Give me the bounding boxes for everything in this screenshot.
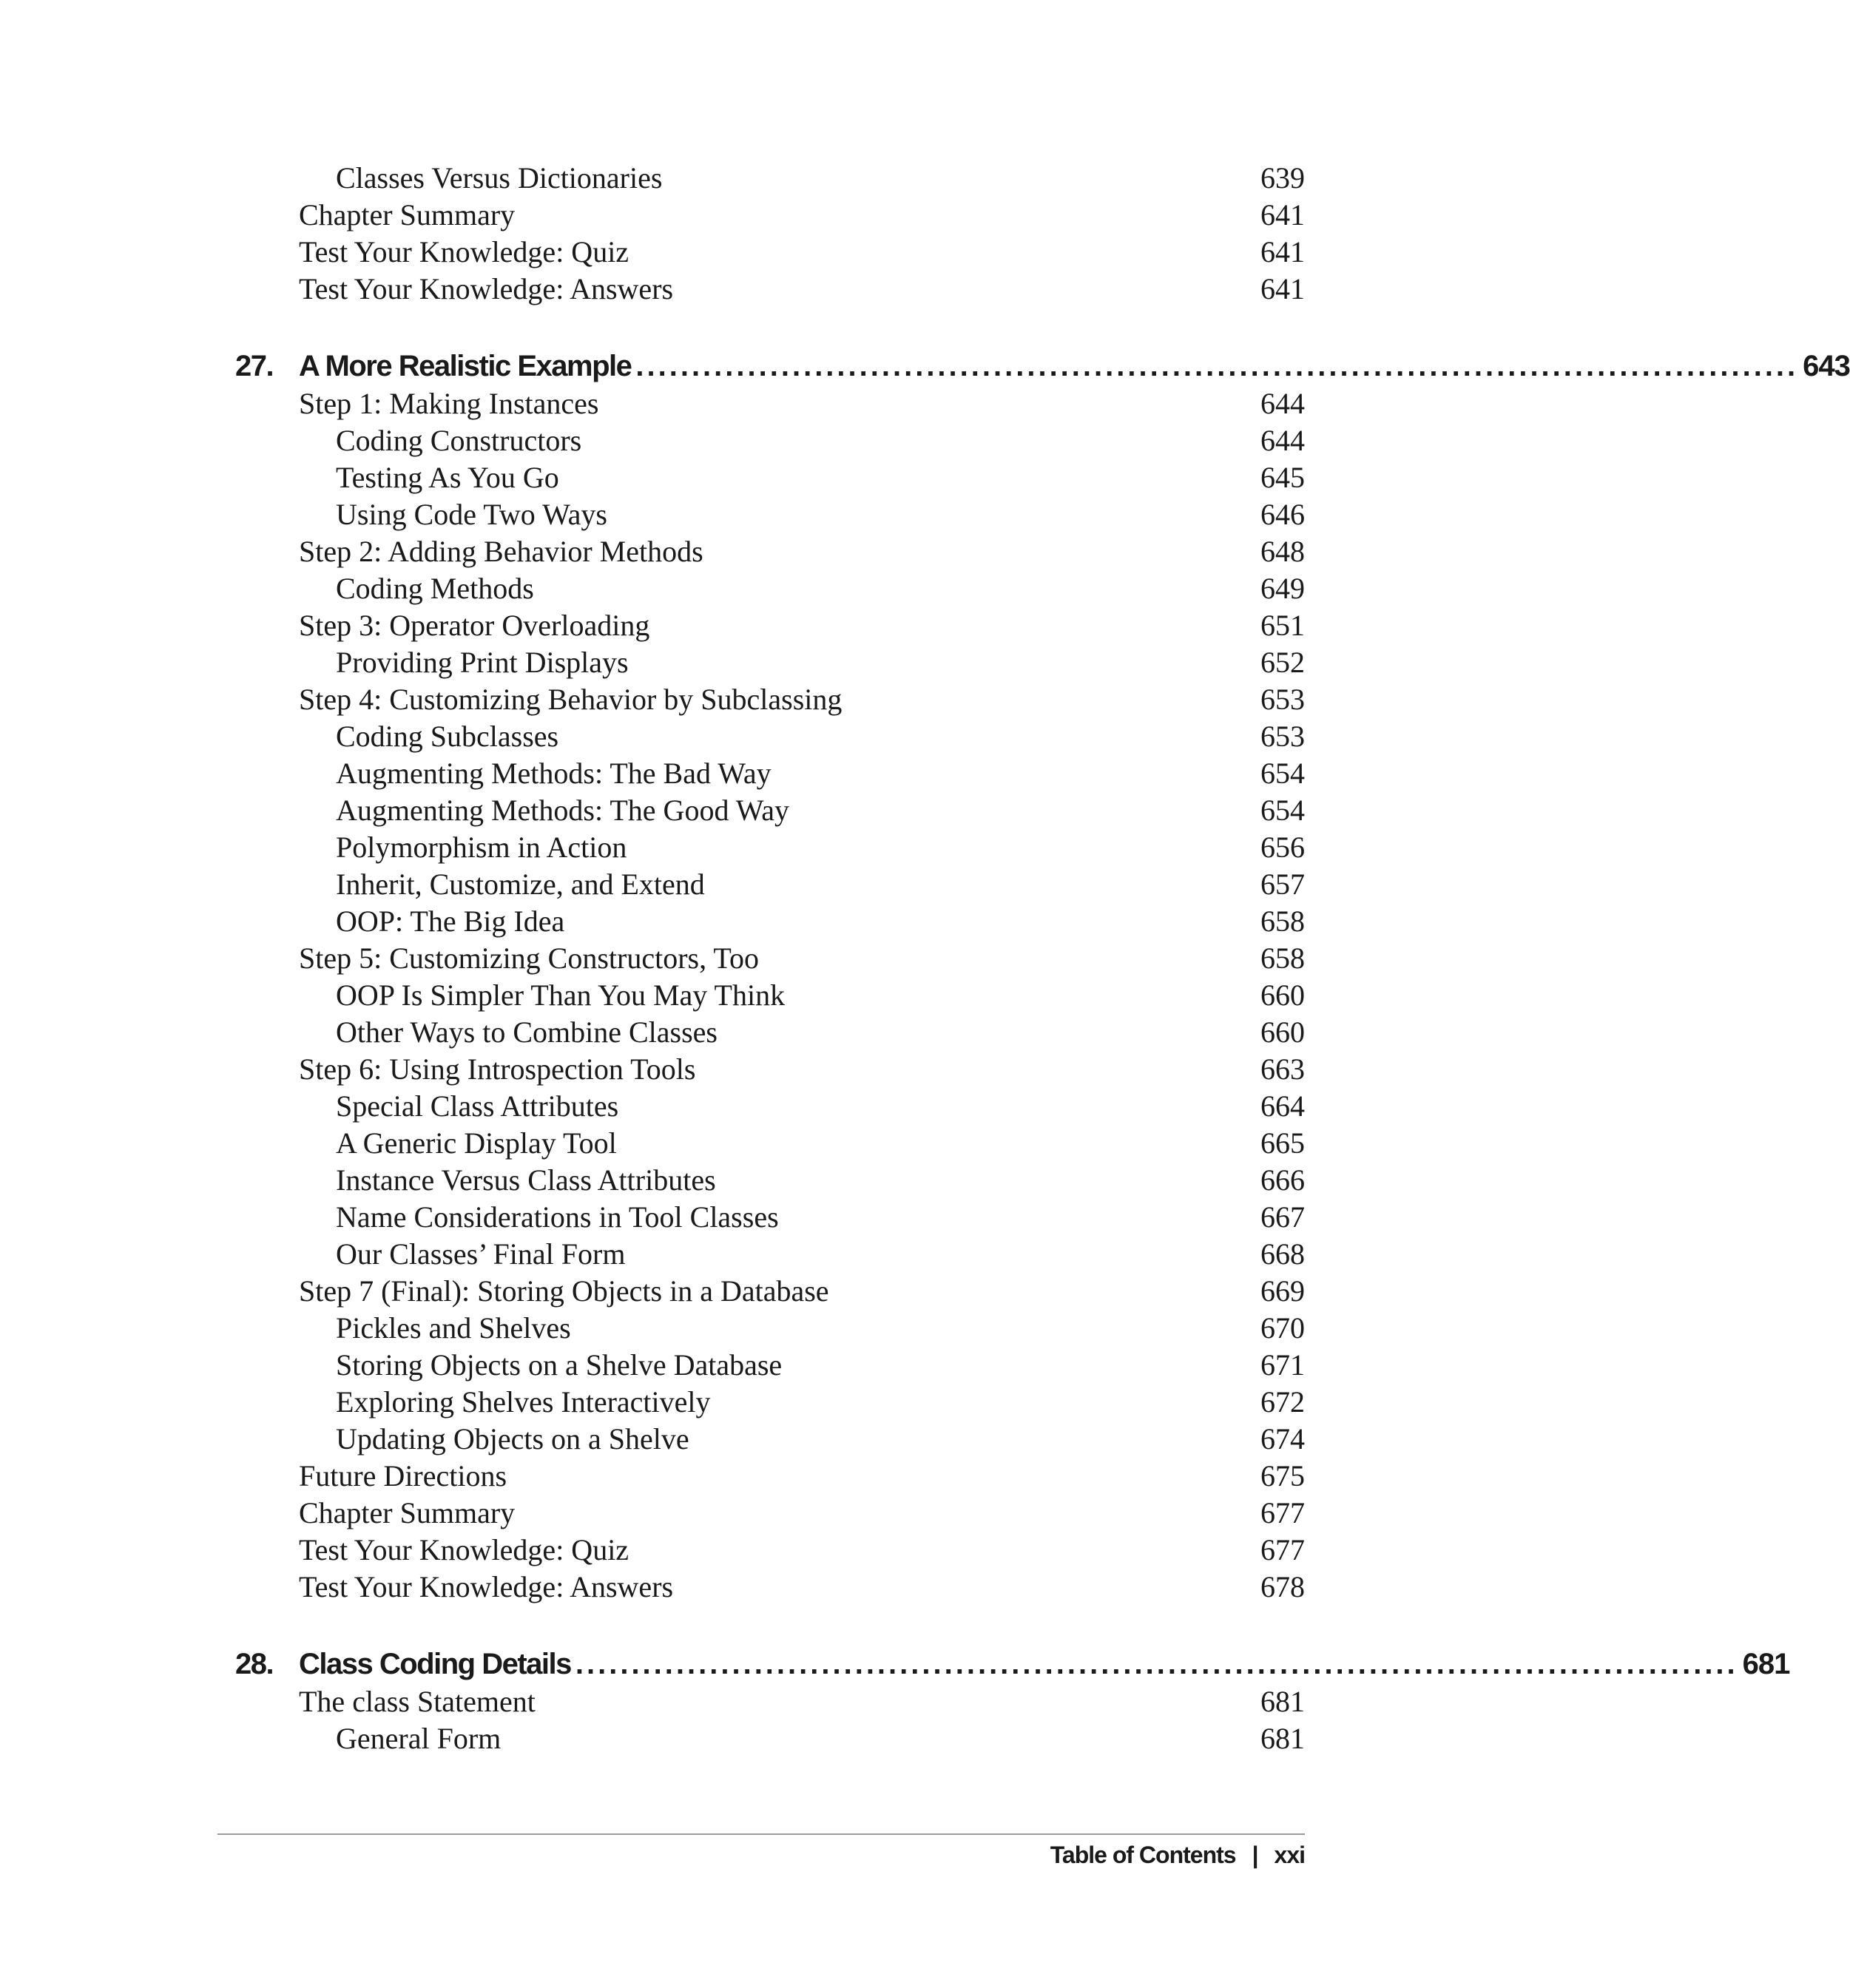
toc-entry-title: Coding Constructors: [336, 424, 582, 457]
toc-entry[interactable]: [235, 1495, 1305, 1532]
toc-entry-page-number: 668: [1260, 1237, 1305, 1271]
toc-entry-title: Step 5: Customizing Constructors, Too: [299, 941, 760, 975]
toc-entry-page-number: 644: [1260, 387, 1305, 420]
toc-entry-page-number: 664: [1260, 1089, 1305, 1123]
toc-entry-page-number: 658: [1260, 905, 1305, 938]
toc-entry-page-number: 660: [1260, 1015, 1305, 1049]
chapter-27-heading[interactable]: [235, 347, 1850, 385]
toc-entry-title: Storing Objects on a Shelve Database: [336, 1348, 783, 1382]
toc-entry-page-number: 645: [1260, 461, 1305, 494]
toc-entry[interactable]: [235, 1720, 1305, 1757]
toc-entry-page-number: 654: [1260, 794, 1305, 827]
toc-entry-page-number: 653: [1260, 720, 1305, 753]
toc-entry[interactable]: [235, 1014, 1305, 1051]
toc-entry-page-number: 641: [1260, 235, 1305, 268]
toc-entry-title: Step 3: Operator Overloading: [299, 609, 650, 642]
toc-entry-page-number: 665: [1260, 1126, 1305, 1160]
toc-entry[interactable]: [235, 866, 1305, 903]
toc-entry-title: Pickles and Shelves: [336, 1311, 571, 1345]
toc-entry[interactable]: [235, 1458, 1305, 1495]
toc-entry-title: Providing Print Displays: [336, 646, 629, 679]
toc-entry-title: Coding Methods: [336, 572, 534, 605]
toc-entry-page-number: 675: [1260, 1459, 1305, 1492]
toc-entry[interactable]: [235, 940, 1305, 977]
toc-entry-title: Test Your Knowledge: Answers: [299, 1570, 674, 1603]
page-footer: [1050, 1842, 1305, 1869]
toc-entry[interactable]: [235, 1273, 1305, 1310]
toc-entry-title: Future Directions: [299, 1459, 507, 1492]
toc-entry[interactable]: [235, 681, 1305, 718]
toc-entry-title: Step 7 (Final): Storing Objects in a Database: [299, 1274, 829, 1308]
toc-entry[interactable]: [235, 1051, 1305, 1088]
toc-entry-title: OOP: The Big Idea: [336, 905, 565, 938]
chapter-number: 28.: [235, 1648, 274, 1680]
toc-entry-page-number: 681: [1260, 1685, 1305, 1718]
chapter-page-number: 681: [1742, 1648, 1790, 1680]
toc-entry[interactable]: [235, 271, 1305, 308]
footer-page-number: xxi: [1274, 1842, 1305, 1868]
toc-entry[interactable]: [235, 1088, 1305, 1125]
toc-entry[interactable]: [235, 755, 1305, 792]
toc-entry-title: Our Classes’ Final Form: [336, 1237, 626, 1271]
toc-entry-title: Exploring Shelves Interactively: [336, 1385, 711, 1419]
toc-entry-title: The class Statement: [299, 1685, 536, 1718]
toc-entry[interactable]: [235, 1384, 1305, 1421]
chapter-28-entries: [235, 1683, 1305, 1757]
footer-separator: |: [1252, 1842, 1258, 1868]
toc-entry-title: Step 2: Adding Behavior Methods: [299, 535, 703, 568]
toc-entry-page-number: 674: [1260, 1422, 1305, 1456]
toc-entry-title: Using Code Two Ways: [336, 498, 607, 531]
toc-entry[interactable]: [235, 385, 1305, 422]
toc-entry-title: Instance Versus Class Attributes: [336, 1163, 716, 1197]
toc-entry-title: Augmenting Methods: The Good Way: [336, 794, 790, 827]
toc-entry-title: Step 4: Customizing Behavior by Subclassing: [299, 683, 843, 716]
chapter-number: 27.: [235, 350, 274, 382]
toc-entry-page-number: 671: [1260, 1348, 1305, 1382]
toc-entry-title: General Form: [336, 1722, 502, 1755]
toc-entry-page-number: 670: [1260, 1311, 1305, 1345]
toc-entry[interactable]: [235, 1421, 1305, 1458]
toc-entry[interactable]: [235, 234, 1305, 271]
toc-entry-title: OOP Is Simpler Than You May Think: [336, 978, 786, 1012]
toc-entry-title: Step 6: Using Introspection Tools: [299, 1052, 696, 1086]
toc-entry-title: Testing As You Go: [336, 461, 559, 494]
toc-entry[interactable]: [235, 1683, 1305, 1720]
toc-entry-title: Classes Versus Dictionaries: [336, 161, 663, 195]
footer-section-label: Table of Contents: [1050, 1842, 1236, 1868]
toc-entry[interactable]: [235, 1125, 1305, 1162]
toc-entry[interactable]: [235, 1310, 1305, 1347]
toc-entry-title: Step 1: Making Instances: [299, 387, 599, 420]
toc-entry-page-number: 653: [1260, 683, 1305, 716]
toc-entry-page-number: 654: [1260, 757, 1305, 790]
chapter-title: A More Realistic Example: [299, 350, 632, 382]
toc-entry-page-number: 677: [1260, 1496, 1305, 1529]
toc-entry-title: A Generic Display Tool: [336, 1126, 617, 1160]
toc-entry-page-number: 644: [1260, 424, 1305, 457]
toc-entry[interactable]: [235, 160, 1305, 197]
toc-entry-page-number: 678: [1260, 1570, 1305, 1603]
footer-divider: [217, 1833, 1305, 1835]
toc-entry-title: Chapter Summary: [299, 198, 516, 231]
toc-entry[interactable]: [235, 1347, 1305, 1384]
toc-entry-title: Polymorphism in Action: [336, 831, 627, 864]
toc-entry-page-number: 666: [1260, 1163, 1305, 1197]
toc-entry-title: Augmenting Methods: The Bad Way: [336, 757, 772, 790]
toc-entry[interactable]: [235, 496, 1305, 533]
toc-entry[interactable]: [235, 422, 1305, 459]
toc-entry[interactable]: [235, 1162, 1305, 1199]
toc-entry[interactable]: [235, 1532, 1305, 1569]
toc-entry-title: Updating Objects on a Shelve: [336, 1422, 689, 1456]
toc-entry-title: Test Your Knowledge: Quiz: [299, 235, 629, 268]
toc-entry[interactable]: [235, 718, 1305, 755]
toc-entry-page-number: 641: [1260, 272, 1305, 305]
toc-entry[interactable]: [235, 829, 1305, 866]
toc-entry-page-number: 651: [1260, 609, 1305, 642]
toc-entry-page-number: 652: [1260, 646, 1305, 679]
toc-entry-page-number: 663: [1260, 1052, 1305, 1086]
toc-entry[interactable]: [235, 570, 1305, 607]
dot-leader: ........................................................................................................: [575, 1648, 1738, 1680]
toc-entry-page-number: 656: [1260, 831, 1305, 864]
toc-entry-title: Inherit, Customize, and Extend: [336, 868, 705, 901]
toc-entry[interactable]: [235, 1569, 1305, 1606]
toc-entry[interactable]: [235, 644, 1305, 681]
toc-entry-title: Name Considerations in Tool Classes: [336, 1200, 779, 1234]
chapter-page-number: 643: [1803, 350, 1850, 382]
toc-entry[interactable]: [235, 792, 1305, 829]
toc-entry-page-number: 648: [1260, 535, 1305, 568]
toc-entry-title: Coding Subclasses: [336, 720, 559, 753]
toc-entry-page-number: 669: [1260, 1274, 1305, 1308]
chapter-27-entries: [235, 385, 1305, 1606]
dot-leader: ........................................................................................................: [635, 350, 1799, 382]
toc-entry-page-number: 649: [1260, 572, 1305, 605]
toc-intro-entries: [235, 160, 1305, 308]
toc-entry[interactable]: [235, 1236, 1305, 1273]
toc-entry-page-number: 667: [1260, 1200, 1305, 1234]
toc-entry-page-number: 677: [1260, 1533, 1305, 1566]
toc-entry[interactable]: [235, 1199, 1305, 1236]
toc-entry-page-number: 681: [1260, 1722, 1305, 1755]
chapter-28-heading[interactable]: [235, 1645, 1790, 1683]
toc-entry[interactable]: [235, 459, 1305, 496]
toc-entry-page-number: 672: [1260, 1385, 1305, 1419]
toc-entry[interactable]: [235, 607, 1305, 644]
toc-entry-page-number: 660: [1260, 978, 1305, 1012]
toc-entry[interactable]: [235, 533, 1305, 570]
toc-entry-page-number: 646: [1260, 498, 1305, 531]
toc-entry-page-number: 641: [1260, 198, 1305, 231]
toc-entry-title: Other Ways to Combine Classes: [336, 1015, 718, 1049]
toc-entry-title: Chapter Summary: [299, 1496, 516, 1529]
toc-entry-page-number: 639: [1260, 161, 1305, 195]
table-of-contents: [235, 160, 1850, 1757]
toc-entry[interactable]: [235, 903, 1305, 940]
toc-entry[interactable]: [235, 977, 1305, 1014]
toc-entry[interactable]: [235, 197, 1305, 234]
toc-entry-title: Special Class Attributes: [336, 1089, 619, 1123]
chapter-title: Class Coding Details: [299, 1648, 571, 1680]
toc-entry-page-number: 657: [1260, 868, 1305, 901]
toc-entry-page-number: 658: [1260, 941, 1305, 975]
toc-entry-title: Test Your Knowledge: Quiz: [299, 1533, 629, 1566]
toc-entry-title: Test Your Knowledge: Answers: [299, 272, 674, 305]
